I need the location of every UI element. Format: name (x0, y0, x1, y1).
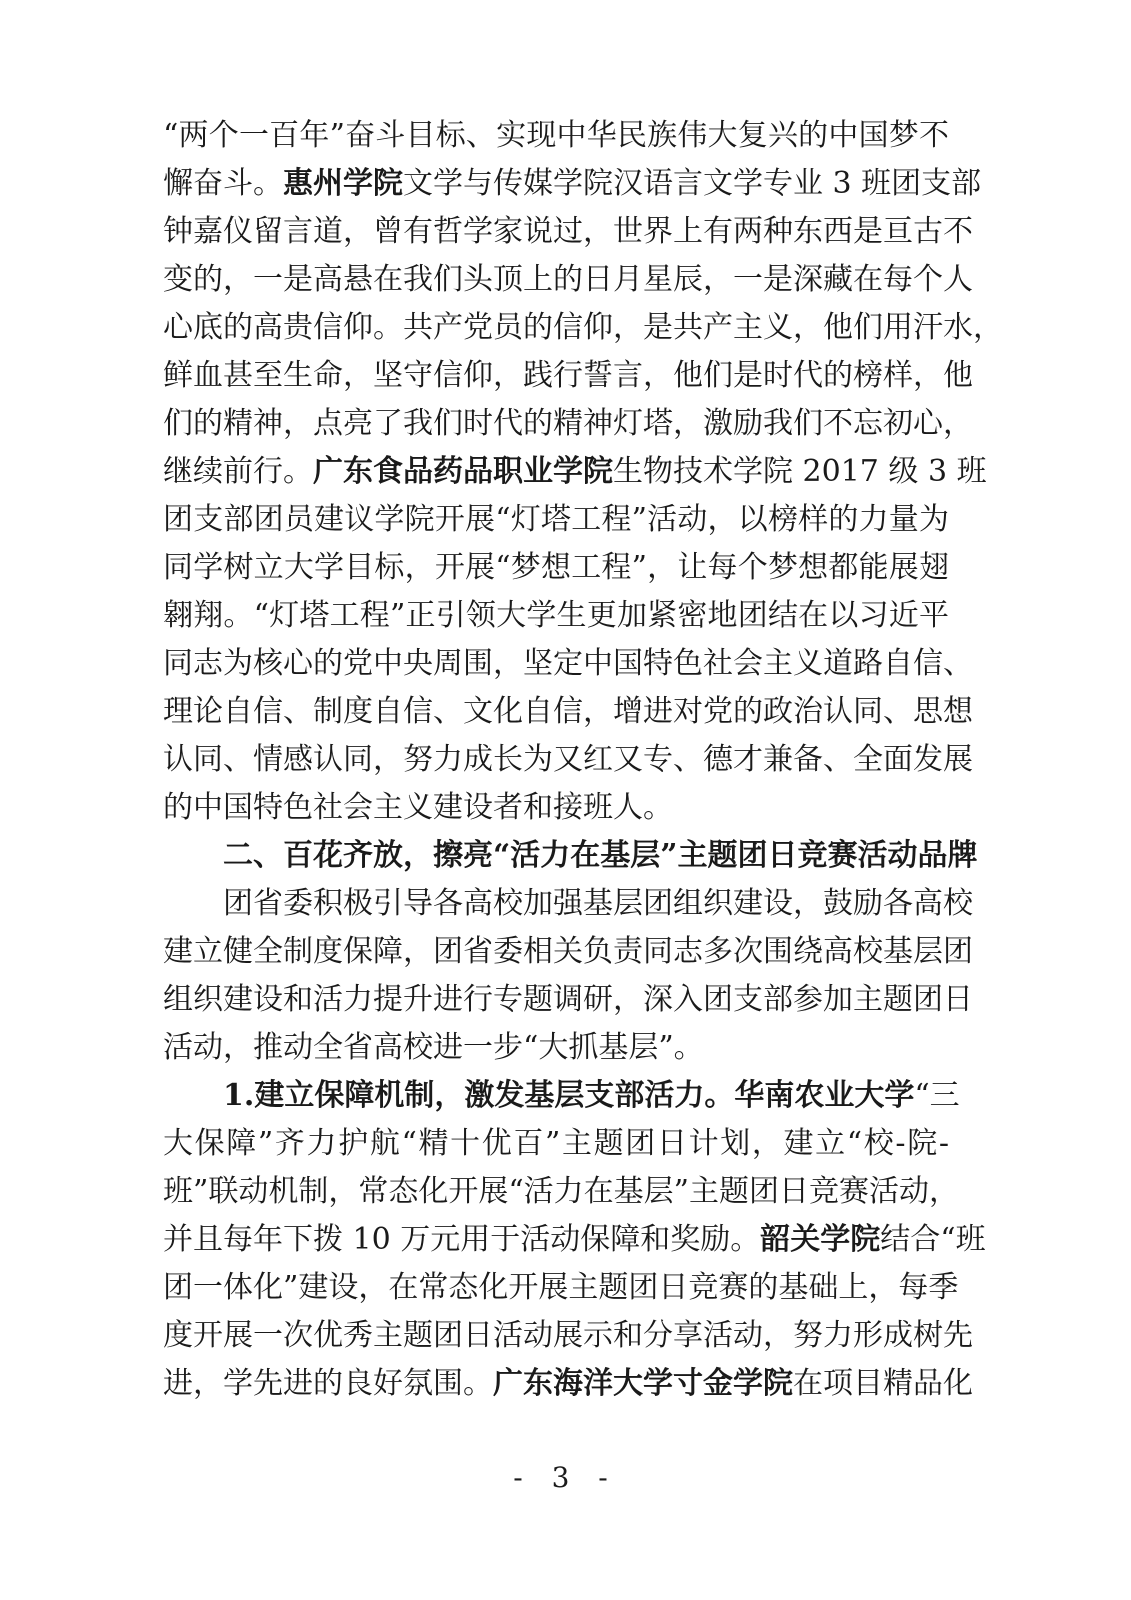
paragraph-line (163, 1216, 986, 1264)
subsection-heading: 1.建立保障机制，激发基层支部活力。华南农业大学 (223, 1078, 915, 1113)
paragraph-line: 同学树立大学目标，开展“梦想工程”，让每个梦想都能展翅 (163, 550, 949, 585)
paragraph-line: 心底的高贵信仰。共产党员的信仰，是共产主义，他们用汗水， (163, 310, 1003, 345)
page-number: - 3 - (513, 1461, 618, 1494)
document-body (163, 112, 1003, 1408)
institution-name: 惠州学院 (283, 166, 403, 201)
paragraph-line: 同志为核心的党中央周围，坚定中国特色社会主义道路自信、 (163, 646, 973, 681)
paragraph-line: 鲜血甚至生命，坚守信仰，践行誓言，他们是时代的榜样，他 (163, 358, 973, 393)
text-run: 懈奋斗。 (163, 166, 283, 201)
text-run: 在项目精品化 (793, 1366, 973, 1401)
paragraph-line: 变的，一是高悬在我们头顶上的日月星辰，一是深藏在每个人 (163, 262, 973, 297)
paragraph-line: 理论自信、制度自信、文化自信，增进对党的政治认同、思想 (163, 694, 973, 729)
paragraph-line: 活动，推动全省高校进一步“大抓基层”。 (163, 1030, 704, 1065)
paragraph-line: “两个一百年”奋斗目标、实现中华民族伟大复兴的中国梦不 (163, 118, 949, 153)
paragraph-line: 们的精神，点亮了我们时代的精神灯塔，激励我们不忘初心， (163, 406, 973, 441)
text-run: 进，学先进的良好氛围。 (163, 1366, 493, 1401)
paragraph-line: 认同、情感认同，努力成长为又红又专、德才兼备、全面发展 (163, 742, 973, 777)
paragraph-line: 钟嘉仪留言道，曾有哲学家说过，世界上有两种东西是亘古不 (163, 214, 973, 249)
paragraph-line (163, 1360, 973, 1408)
paragraph-line (163, 448, 987, 496)
text-run: 生物技术学院 2017 级 3 班 (613, 454, 987, 489)
paragraph-line: 团一体化”建设，在常态化开展主题团日竞赛的基础上，每季 (163, 1270, 959, 1305)
institution-name: 广东食品药品职业学院 (313, 454, 613, 489)
institution-name: 韶关学院 (760, 1222, 881, 1257)
text-run: “三 (914, 1078, 960, 1113)
section-heading: 二、百花齐放，擦亮“活力在基层”主题团日竞赛活动品牌 (223, 838, 978, 873)
paragraph-line: 团省委积极引导各高校加强基层团组织建设，鼓励各高校 (223, 886, 973, 921)
institution-name: 广东海洋大学寸金学院 (493, 1366, 793, 1401)
text-run: 并且每年下拨 10 万元用于活动保障和奖励。 (163, 1222, 761, 1257)
paragraph-line (163, 160, 982, 208)
paragraph-line: 团支部团员建议学院开展“灯塔工程”活动，以榜样的力量为 (163, 502, 949, 537)
paragraph-line: 度开展一次优秀主题团日活动展示和分享活动，努力形成树先 (163, 1318, 973, 1353)
paragraph-line: 大保障”齐力护航“精十优百”主题团日计划，建立“校-院- (163, 1126, 949, 1161)
text-run: 结合“班 (880, 1222, 986, 1257)
paragraph-line: 建立健全制度保障，团省委相关负责同志多次围绕高校基层团 (163, 934, 973, 969)
paragraph-line: 班”联动机制，常态化开展“活力在基层”主题团日竞赛活动， (163, 1174, 960, 1209)
paragraph-line: 的中国特色社会主义建设者和接班人。 (163, 790, 673, 825)
text-run: 继续前行。 (163, 454, 313, 489)
paragraph-line: 翱翔。“灯塔工程”正引领大学生更加紧密地团结在以习近平 (163, 598, 949, 633)
text-run: 文学与传媒学院汉语言文学专业 3 班团支部 (403, 166, 982, 201)
paragraph-line: 组织建设和活力提升进行专题调研，深入团支部参加主题团日 (163, 982, 973, 1017)
paragraph-line (163, 1072, 960, 1120)
